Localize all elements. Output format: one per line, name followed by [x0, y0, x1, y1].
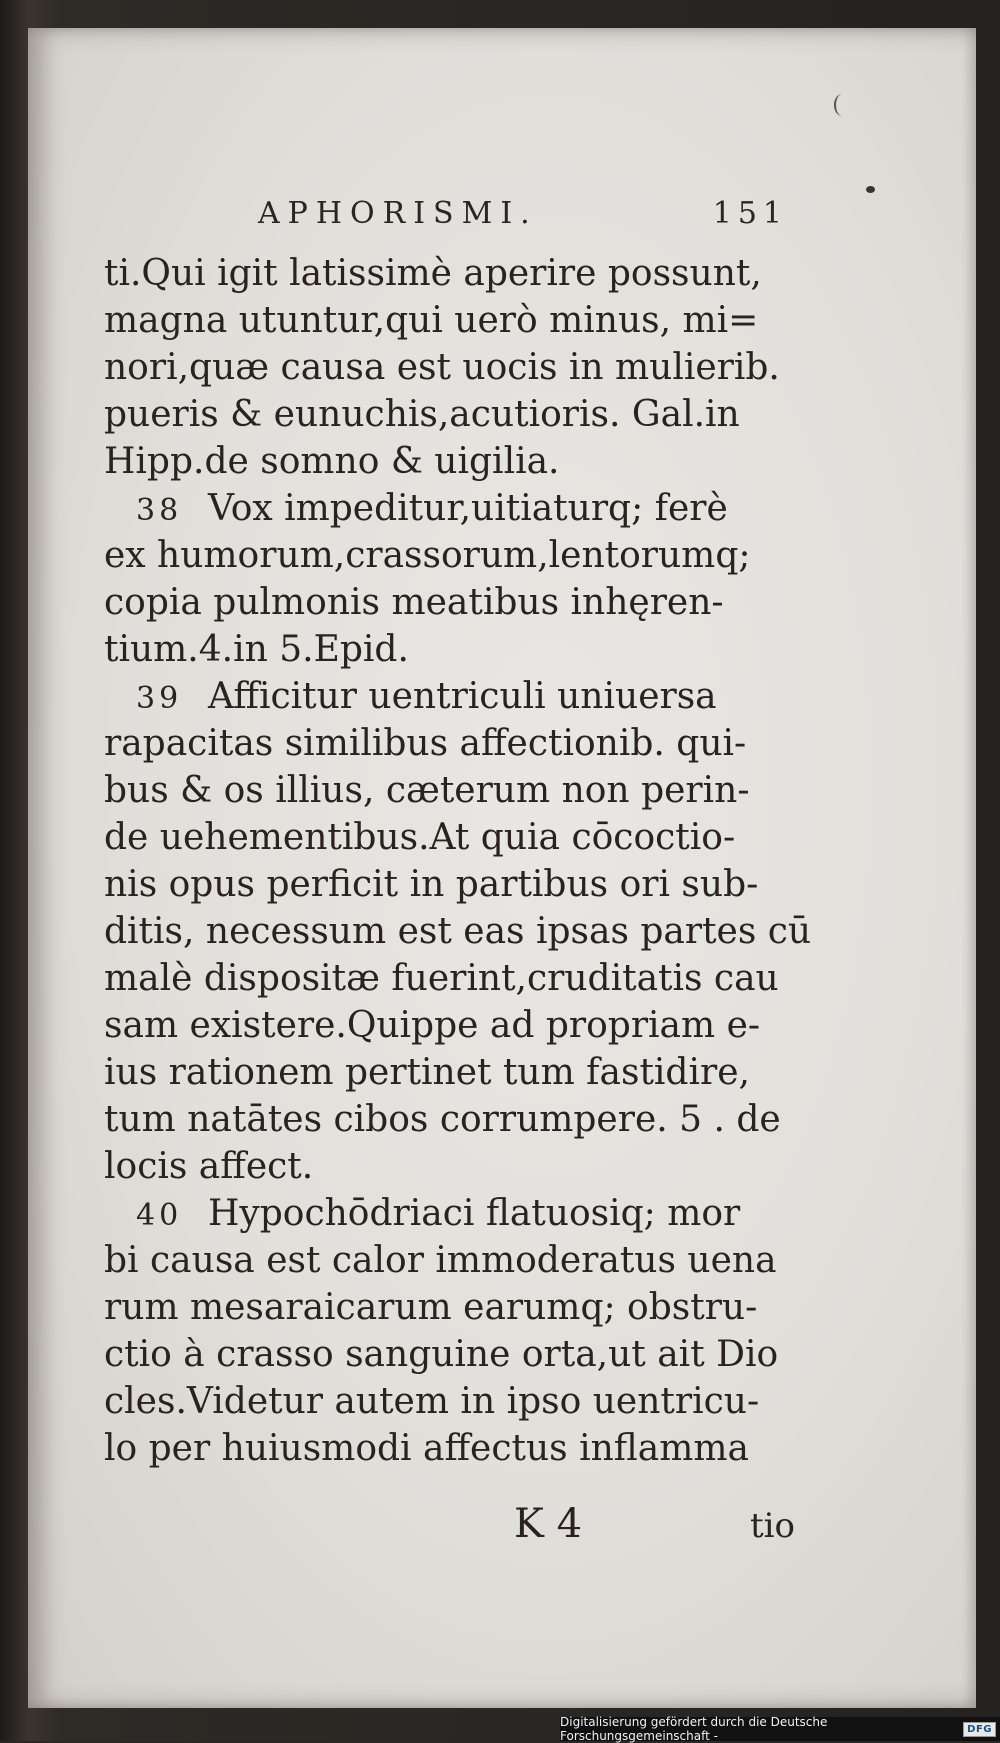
line-text: lo per huiusmodi affectus inflamma: [104, 1428, 749, 1469]
line-text: ditis, necessum est eas ipsas partes cū: [104, 911, 812, 952]
ink-mark: [834, 94, 850, 116]
book-page: [28, 28, 976, 1708]
page-header: [258, 196, 788, 240]
aphorism-number: 40: [136, 1198, 183, 1233]
signature-mark: K 4: [514, 1501, 583, 1547]
line-text: de uehementibus.At quia cōcoctio-: [104, 817, 736, 858]
line-text: nis opus perficit in partibus ori sub-: [104, 864, 759, 905]
text-line: [104, 250, 784, 297]
digitization-credit-bar: [560, 1717, 1000, 1741]
line-text: locis affect.: [104, 1146, 314, 1187]
text-line: [104, 1378, 784, 1425]
line-text: magna utuntur,qui uerò minus, mi=: [104, 300, 759, 341]
running-head: APHORISMI.: [258, 196, 538, 231]
text-line: [104, 1143, 784, 1190]
line-text: malè dispositæ fuerint,cruditatis cau: [104, 958, 779, 999]
line-text: cles.Videtur autem in ipso uentricu-: [104, 1381, 760, 1422]
text-line: [104, 767, 784, 814]
aphorism-number: 38: [136, 493, 183, 528]
text-line: [104, 1190, 784, 1237]
line-text: ti.Qui igit latissimè aperire possunt,: [104, 253, 762, 294]
line-text: copia pulmonis meatibus inhęren-: [104, 582, 724, 623]
line-text: tium.4.in 5.Epid.: [104, 629, 409, 670]
aphorism-number: 39: [136, 681, 183, 716]
line-text: bi causa est calor immoderatus uena: [104, 1240, 777, 1281]
line-text: Hipp.de somno & uigilia.: [104, 441, 560, 482]
text-line: [104, 673, 784, 720]
line-text: sam existere.Quippe ad propriam e-: [104, 1005, 761, 1046]
text-line: [104, 532, 784, 579]
text-line: [104, 1331, 784, 1378]
text-line: [104, 814, 784, 861]
dfg-logo-icon: DFG: [963, 1722, 996, 1737]
text-line: [104, 908, 812, 955]
digitization-credit: Digitalisierung gefördert durch die Deutsche Forschungsgemeinschaft -: [560, 1715, 828, 1743]
text-line: [104, 1425, 784, 1472]
text-line: [104, 344, 784, 391]
line-text: tum natātes cibos corrumpere. 5 . de: [104, 1099, 781, 1140]
page-number: 151: [712, 196, 788, 231]
text-line: [104, 861, 784, 908]
text-line: [104, 391, 784, 438]
line-text: Vox impeditur,uitiaturq; ferè: [208, 488, 728, 529]
text-line: [104, 626, 784, 673]
text-line: [104, 1049, 784, 1096]
line-text: bus & os illius, cæterum non perin-: [104, 770, 750, 811]
text-line: [104, 485, 784, 532]
text-block: [104, 250, 812, 1472]
line-text: Hypochōdriaci flatuosiq; mor: [208, 1193, 741, 1234]
line-text: ex humorum,crassorum,lentorumq;: [104, 535, 751, 576]
line-text: rapacitas similibus affectionib. qui-: [104, 723, 747, 764]
line-text: Afficitur uentriculi uniuersa: [208, 676, 717, 717]
text-line: [104, 1237, 784, 1284]
text-line: [104, 297, 784, 344]
line-text: pueris & eunuchis,acutioris. Gal.in: [104, 394, 740, 435]
catchword: tio: [750, 1506, 796, 1546]
line-text: ctio à crasso sanguine orta,ut ait Dio: [104, 1334, 779, 1375]
line-text: rum mesaraicarum earumq; obstru-: [104, 1287, 758, 1328]
line-text: nori,quæ causa est uocis in mulierib.: [104, 347, 780, 388]
ink-spot: [866, 186, 875, 193]
text-line: [104, 579, 784, 626]
text-line: [104, 720, 784, 767]
text-line: [104, 1096, 784, 1143]
text-line: [104, 955, 784, 1002]
text-line: [104, 1284, 784, 1331]
line-text: ius rationem pertinet tum fastidire,: [104, 1052, 750, 1093]
text-line: [104, 1002, 784, 1049]
text-line: [104, 438, 784, 485]
